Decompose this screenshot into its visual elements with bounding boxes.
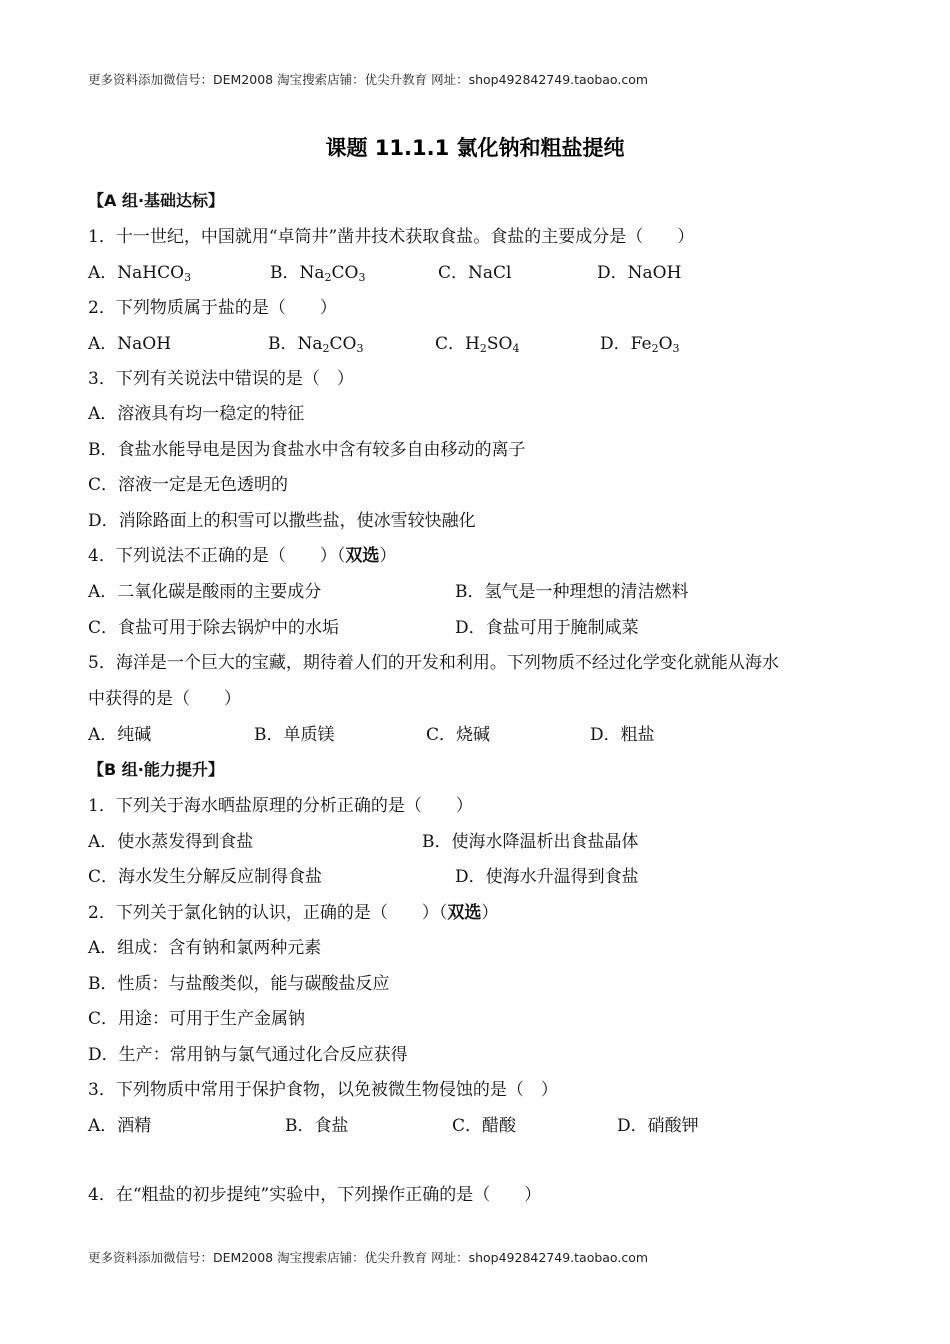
- question-b4: 4．在“粗盐的初步提纯”实验中，下列操作正确的是（ ）: [88, 1185, 542, 1205]
- question-a5-line2: 中获得的是（ ）: [88, 689, 241, 709]
- question-a1: 1．十一世纪，中国就用“卓筒井”凿井技术获取食盐。食盐的主要成分是（ ）: [88, 227, 695, 247]
- option-a1-c: C．NaCl: [438, 263, 512, 283]
- option-a4-b: B．氢气是一种理想的清洁燃料: [455, 582, 689, 602]
- option-a4-a: A．二氧化碳是酸雨的主要成分: [88, 582, 322, 602]
- question-b2: 2．下列关于氯化钠的认识，正确的是（ ）（双选）: [88, 903, 499, 923]
- page-header: 更多资料添加微信号：DEM2008 淘宝搜索店铺：优尖升教育 网址：shop492842749.taobao.com: [88, 72, 649, 87]
- option-a5-a: A．纯碱: [88, 725, 152, 745]
- option-a2-d: D．$Fe_2O_3$: [600, 334, 680, 355]
- option-a3-c: C．溶液一定是无色透明的: [88, 475, 289, 495]
- page-footer: 更多资料添加微信号：DEM2008 淘宝搜索店铺：优尖升教育 网址：shop492842749.taobao.com: [88, 1250, 649, 1265]
- option-a5-b: B．单质镁: [254, 725, 335, 745]
- option-b2-d: D．生产：常用钠与氯气通过化合反应获得: [88, 1045, 408, 1065]
- option-a1-a: A．NaHCO$_3$: [88, 263, 192, 284]
- option-a2-a: A．NaOH: [88, 334, 172, 354]
- option-b2-c: C．用途：可用于生产金属钠: [88, 1009, 306, 1029]
- option-a2-b: B．$Na_2CO_3$: [268, 334, 364, 355]
- option-a1-d: D．NaOH: [597, 263, 682, 283]
- option-a5-d: D．粗盐: [590, 725, 655, 745]
- option-b3-c: C．醋酸: [452, 1116, 517, 1136]
- question-a5-line1: 5．海洋是一个巨大的宝藏，期待着人们的开发和利用。下列物质不经过化学变化就能从海水: [88, 653, 779, 673]
- question-a4: 4．下列说法不正确的是（ ）（双选）: [88, 546, 397, 566]
- page-title: 课题 11.1.1 氯化钠和粗盐提纯: [325, 136, 625, 160]
- option-b1-c: C．海水发生分解反应制得食盐: [88, 867, 323, 887]
- question-b3: 3．下列物质中常用于保护食物，以免被微生物侵蚀的是（ ）: [88, 1080, 558, 1100]
- section-b-heading: 【B 组·能力提升】: [88, 760, 224, 779]
- option-a3-a: A．溶液具有均一稳定的特征: [88, 404, 305, 424]
- question-a3: 3．下列有关说法中错误的是（ ）: [88, 369, 354, 389]
- section-a-heading: 【A 组·基础达标】: [88, 191, 225, 210]
- option-b1-d: D．使海水升温得到食盐: [455, 867, 639, 887]
- option-a1-b: B．$Na_2CO_3$: [270, 263, 366, 284]
- question-b1: 1．下列关于海水晒盐原理的分析正确的是（ ）: [88, 796, 473, 816]
- option-b2-a: A．组成：含有钠和氯两种元素: [88, 938, 322, 958]
- option-a3-b: B．食盐水能导电是因为食盐水中含有较多自由移动的离子: [88, 440, 526, 460]
- option-b1-b: B．使海水降温析出食盐晶体: [422, 832, 639, 852]
- option-a4-d: D．食盐可用于腌制咸菜: [455, 618, 639, 638]
- question-a2: 2．下列物质属于盐的是（ ）: [88, 298, 337, 318]
- option-b2-b: B．性质：与盐酸类似，能与碳酸盐反应: [88, 974, 390, 994]
- option-b3-a: A．酒精: [88, 1116, 152, 1136]
- option-b1-a: A．使水蒸发得到食盐: [88, 832, 254, 852]
- option-b3-d: D．硝酸钾: [617, 1116, 699, 1136]
- option-b3-b: B．食盐: [285, 1116, 349, 1136]
- option-a4-c: C．食盐可用于除去锅炉中的水垢: [88, 618, 340, 638]
- option-a3-d: D．消除路面上的积雪可以撒些盐，使冰雪较快融化: [88, 511, 476, 531]
- option-a2-c: C．$H_2SO_4$: [435, 334, 520, 355]
- option-a5-c: C．烧碱: [426, 725, 491, 745]
